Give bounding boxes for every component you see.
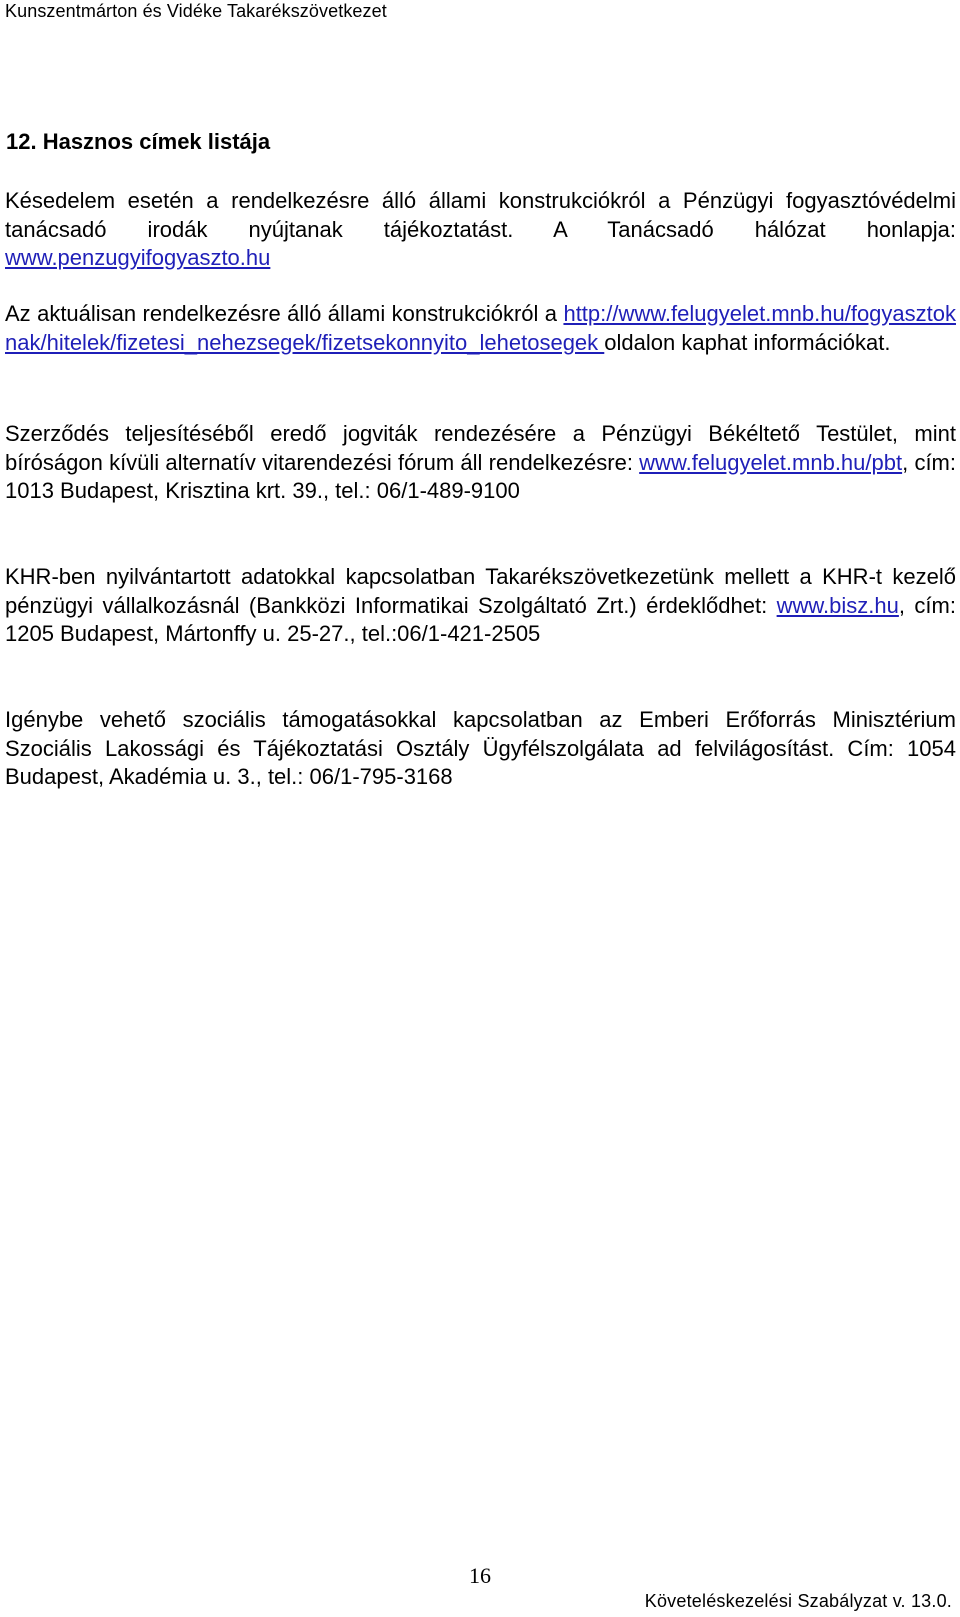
- page-number: 16: [469, 1563, 491, 1588]
- paragraph-text: KHR-ben nyilvántartott adatokkal kapcsolatban Takarékszövetkezetünk mellett a KHR-t kezelő pénzügyi vállalkozásnál (Bankközi Informatikai Szolgáltató Zrt.) érdeklődhet:: [5, 564, 956, 618]
- paragraph-text: Késedelem esetén a rendelkezésre álló állami konstrukciókról a Pénzügyi fogyasztóvédelmi tanácsadó irodák nyújtanak tájékoztatást. A Tanácsadó hálózat honlapja:: [5, 188, 956, 242]
- paragraph-social-support: Igénybe vehető szociális támogatásokkal kapcsolatban az Emberi Erőforrás Minisztérium Szociális Lakossági és Tájékoztatási Osztály Ügyfélszolgálata ad felvilágosítást. Cím: 1054 Budapest, Akadémia u. 3., tel.: 06/1-795-3168: [5, 707, 956, 790]
- paragraph-text: Szerződés teljesítéséből eredő jogviták rendezésére a Pénzügyi Békéltető Testület, mint bíróságon kívüli alternatív vitarendezési fórum áll rendelkezésre:: [5, 421, 956, 475]
- paragraph-text: , cím: 1205 Budapest, Mártonffy u. 25-27., tel.:06/1-421-2505: [5, 592, 956, 647]
- section-title: 12. Hasznos címek listája: [6, 129, 271, 154]
- document-header: Kunszentmárton és Vidéke Takarékszövetkezet: [5, 1, 387, 21]
- paragraph-arbitration-board: [5, 420, 956, 506]
- document-footer-title: Követeléskezelési Szabályzat v. 13.0.: [644, 1591, 952, 1611]
- mnb-schemes-link[interactable]: http://www.felugyelet.mnb.hu/fogyasztoknak/hitelek/fizetesi_nehezsegek/fizetsekonnyito_lehetosegek: [5, 301, 956, 355]
- bisz-link[interactable]: www.bisz.hu: [776, 592, 899, 618]
- paragraph-text: oldalon kaphat információkat.: [604, 329, 891, 355]
- paragraph-state-schemes: [5, 300, 956, 357]
- penzugyifogyaszto-link[interactable]: www.penzugyifogyaszto.hu: [5, 245, 271, 271]
- paragraph-text: Az aktuálisan rendelkezésre álló állami konstrukciókról a: [5, 301, 564, 326]
- paragraph-text: , cím: 1013 Budapest, Krisztina krt. 39., tel.: 06/1-489-9100: [5, 449, 956, 504]
- paragraph-khr: [5, 563, 956, 649]
- paragraph-counseling: [5, 187, 956, 273]
- mnb-pbt-link[interactable]: www.felugyelet.mnb.hu/pbt: [639, 449, 903, 475]
